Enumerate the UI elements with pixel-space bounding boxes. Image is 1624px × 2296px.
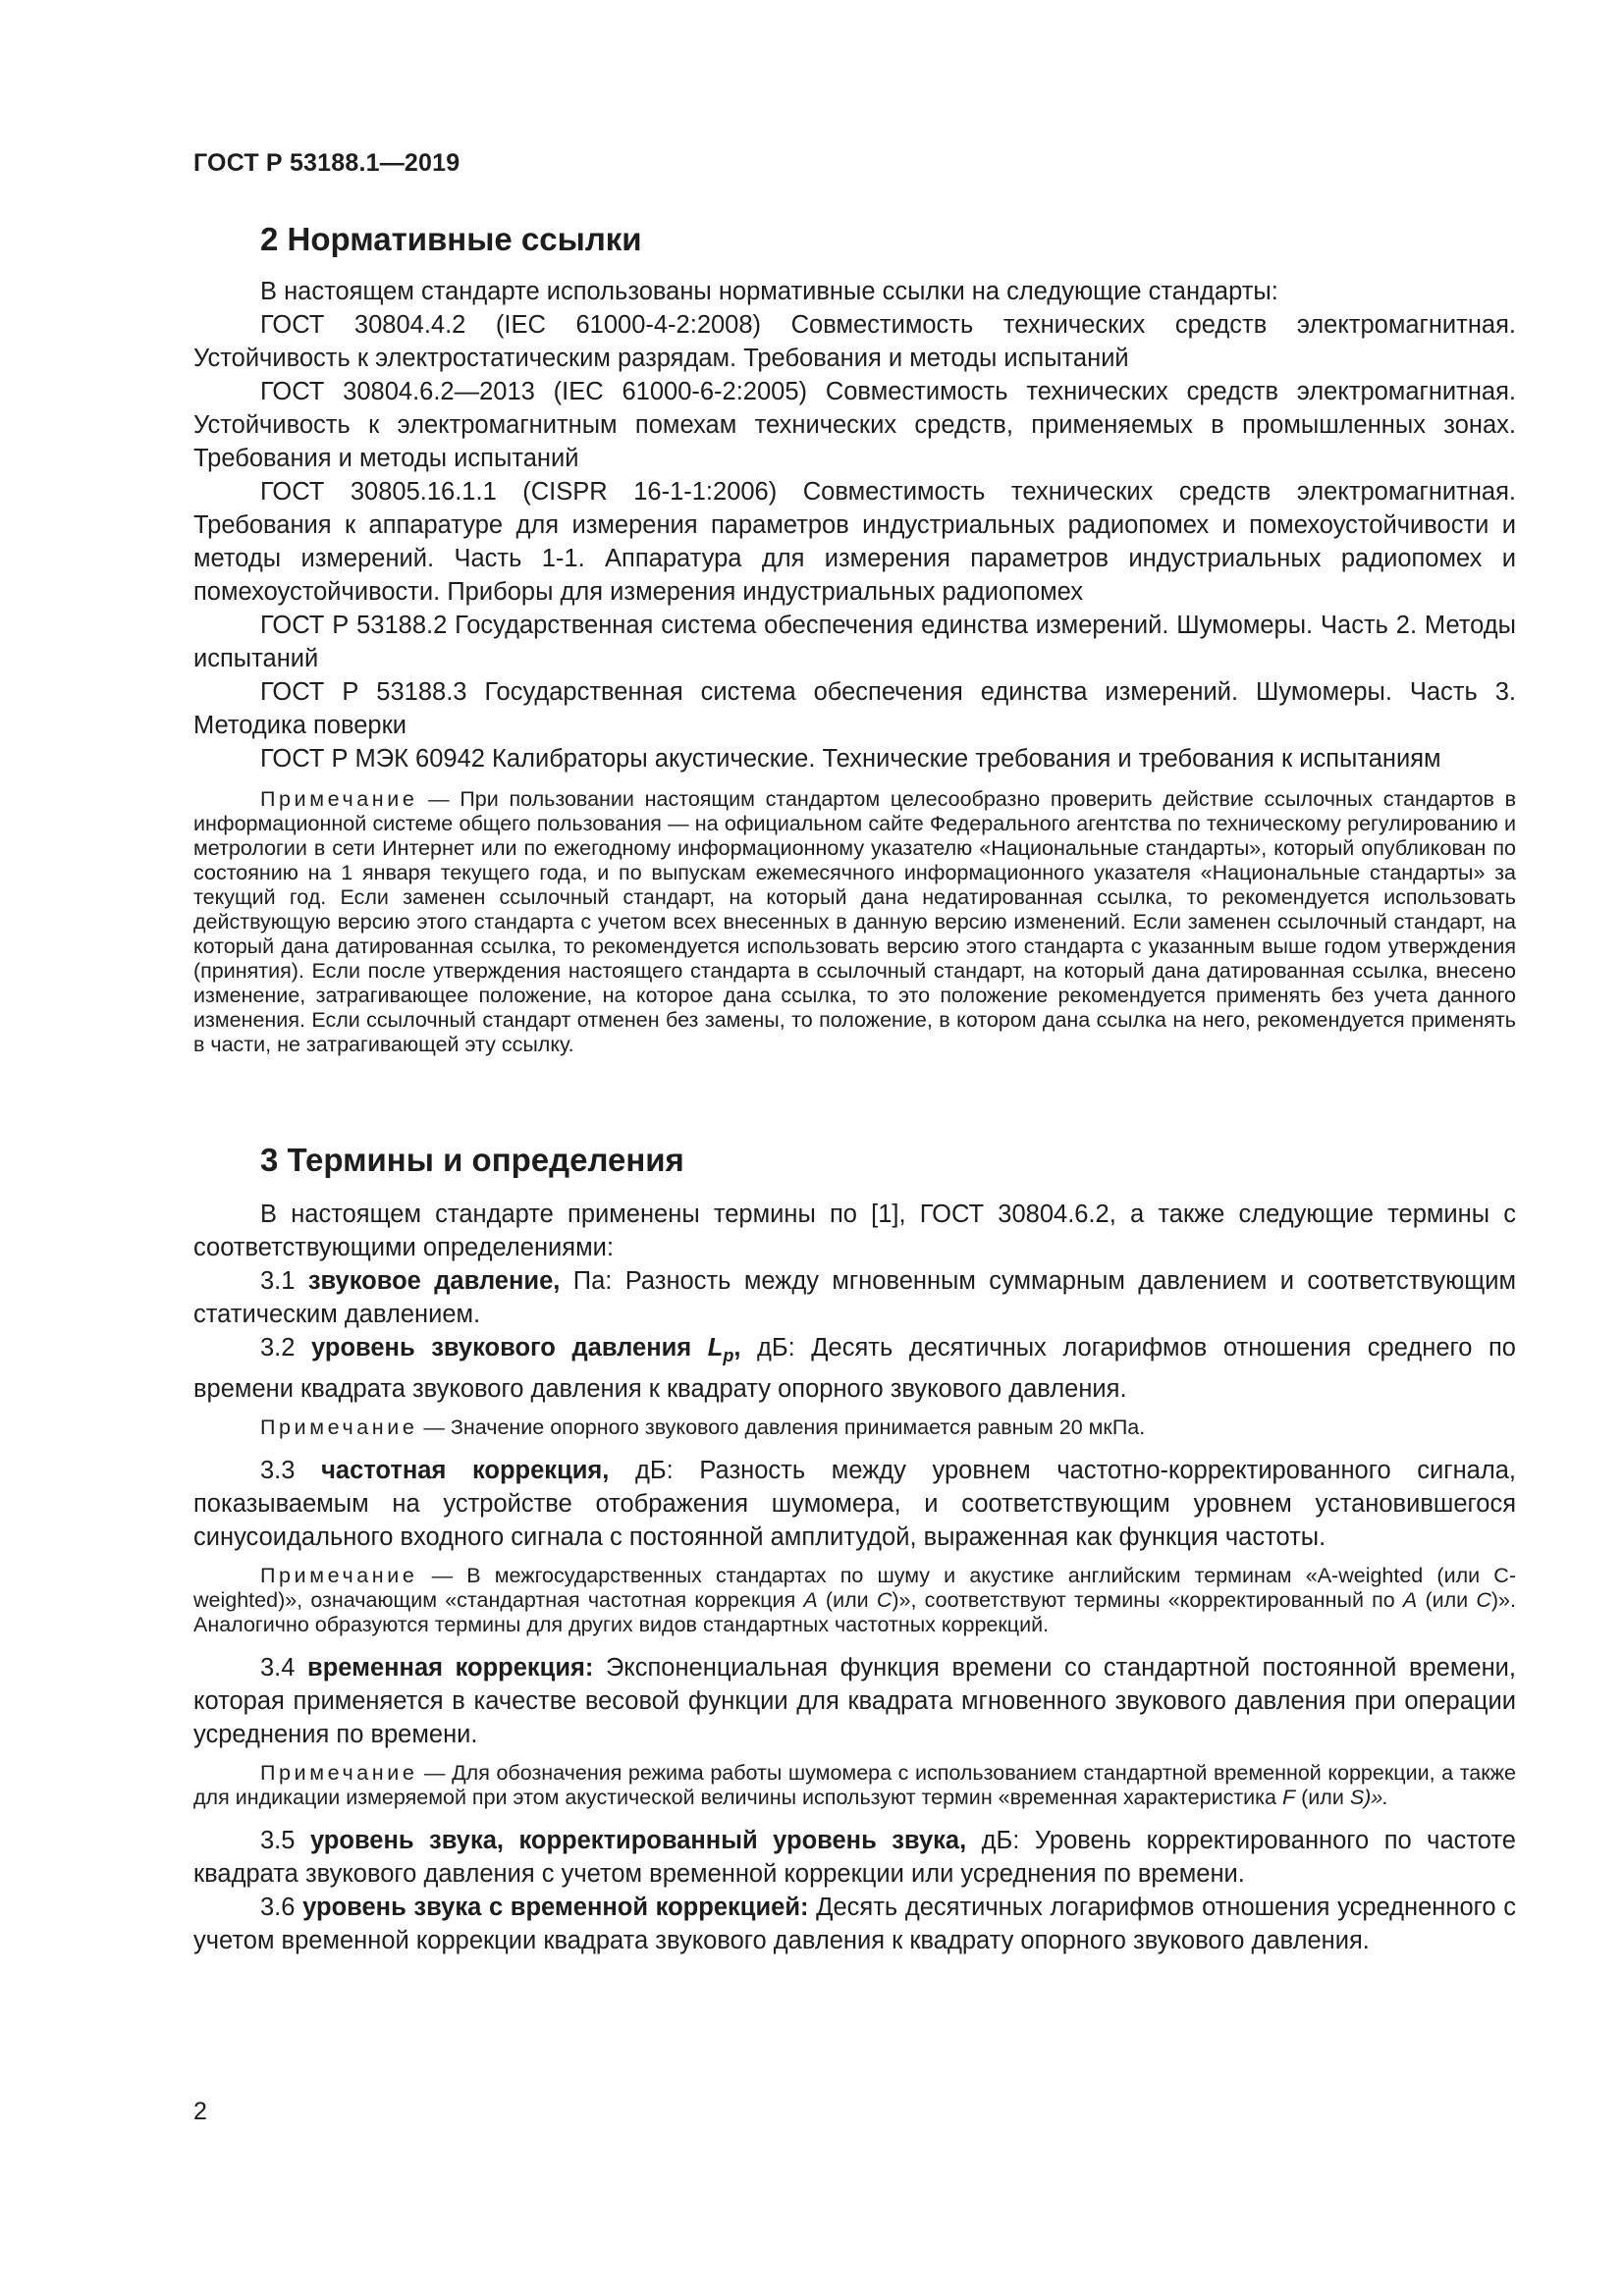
note-3-4 <box>193 1761 1516 1810</box>
reference-item: ГОСТ Р МЭК 60942 Калибраторы акустические. Технические требования и требования к испытаниям <box>260 745 1441 773</box>
term-name: уровень звукового давления <box>311 1334 708 1362</box>
term-number: 3.1 <box>260 1267 308 1295</box>
note-label: Примечание <box>260 787 418 811</box>
term-number: 3.3 <box>260 1457 322 1484</box>
note-text: — Значение опорного звукового давления принимается равным 20 мкПа. <box>417 1415 1146 1439</box>
note-references <box>193 787 1516 1057</box>
reference-item: ГОСТ 30804.4.2 (IEC 61000-4-2:2008) Совместимость технических средств электромагнитная. Устойчивость к электростатическим разрядам. Требования и методы испытаний <box>193 311 1516 372</box>
reference-item: ГОСТ 30804.6.2—2013 (IEC 61000-6-2:2005) Совместимость технических средств электромагнитная. Устойчивость к электромагнитным помехам технических средств, применяемых в промышленных зонах. Требования и методы испытаний <box>193 378 1516 472</box>
term-number: 3.5 <box>260 1827 310 1854</box>
term-name: частотная коррекция, <box>321 1457 610 1484</box>
term-name: уровень звука с временной коррекцией: <box>302 1894 809 1921</box>
term-3-4 <box>193 1651 1516 1751</box>
term-number: 3.4 <box>260 1654 308 1682</box>
term-3-3 <box>193 1454 1516 1554</box>
running-head: ГОСТ Р 53188.1—2019 <box>193 149 460 177</box>
term-definition: дБ: Десять десятичных логарифмов отношения среднего по времени квадрата звукового давления к квадрату опорного звукового давления. <box>193 1334 1516 1403</box>
section-2 <box>193 218 1516 1057</box>
term-definition: дБ: Уровень корректированного по частоте квадрата звукового давления с учетом временной коррекции или усреднения по времени. <box>193 1827 1516 1888</box>
term-3-1 <box>193 1264 1516 1331</box>
note-italic: A <box>1402 1588 1418 1612</box>
term-3-2 <box>193 1331 1516 1406</box>
note-italic: C <box>1476 1588 1491 1612</box>
note-text: — Для обозначения режима работы шумомера с использованием стандартной временной коррекции, а также для индикации измеряемой при этом акустической величины используют термин «временная характеристика <box>193 1761 1516 1809</box>
note-italic: C <box>876 1588 893 1612</box>
term-definition: Па: Разность между мгновенным суммарным давлением и соответствующим статическим давлением. <box>193 1267 1516 1328</box>
page-number: 2 <box>193 2098 207 2125</box>
term-name: уровень звука, корректированный уровень звука, <box>309 1827 967 1854</box>
note-label: Примечание <box>260 1564 418 1587</box>
section-3-heading: 3 Термины и определения <box>260 1142 684 1178</box>
note-3-2 <box>193 1415 1516 1440</box>
note-italic: F <box>1282 1786 1296 1809</box>
note-text: — В межгосударственных стандартах по шуму и акустике английским терминам «A-weighted (или C-weighted)», означающим «стандартная частотная коррекция <box>193 1564 1516 1612</box>
note-text: — При пользовании настоящим стандартом целесообразно проверить действие ссылочных стандартов в информационной системе общего пользования — на официальном сайте Федерального агентства по техническому регулированию и метрологии в сети Интернет или по ежегодному информационному указателю «Национальные стандарты», который опубликован по состоянию на 1 января текущего года, и по выпускам ежемесячного информационного указателя «Национальные стандарты» за текущий год. Если заменен ссылочный стандарт, на который дана недатированная ссылка, то рекомендуется использовать действующую версию этого стандарта с учетом всех внесенных в данную версию изменений. Если заменен ссылочный стандарт, на который дана датированная ссылка, то рекомендуется использовать версию этого стандарта с указанным выше годом утверждения (принятия). Если после утверждения настоящего стандарта в ссылочный стандарт, на который дана датированная ссылка, внесено изменение, затрагивающее положение, на которое дана ссылка, то это положение рекомендуется применять без учета данного изменения. Если ссылочный стандарт отменен без замены, то положение, в котором дана ссылка на него, рекомендуется применять в части, не затрагивающей эту ссылку. <box>193 787 1516 1056</box>
note-italic: S)». <box>1349 1786 1389 1809</box>
term-symbol-subscript: p <box>723 1346 734 1365</box>
term-definition: Десять десятичных логарифмов отношения усредненного с учетом временной коррекции квадрата звукового давления к квадрату опорного звукового давления. <box>193 1894 1516 1954</box>
reference-item: ГОСТ Р 53188.3 Государственная система обеспечения единства измерений. Шумомеры. Часть 3. Методика поверки <box>193 678 1516 739</box>
note-text: (или <box>817 1588 877 1612</box>
term-number: 3.2 <box>260 1334 312 1362</box>
term-3-5 <box>193 1824 1516 1891</box>
note-label: Примечание <box>260 1761 418 1785</box>
section-3-intro: В настоящем стандарте применены термины по [1], ГОСТ 30804.6.2, а также следующие термины с соответствующими определениями: <box>193 1201 1516 1261</box>
section-2-heading: 2 Нормативные ссылки <box>260 221 642 257</box>
term-number: 3.6 <box>260 1894 303 1921</box>
term-name: временная коррекция: <box>307 1654 594 1682</box>
term-comma: , <box>733 1334 741 1362</box>
reference-item: ГОСТ Р 53188.2 Государственная система обеспечения единства измерений. Шумомеры. Часть 2. Методы испытаний <box>193 612 1516 672</box>
note-text: )». Аналогично образуются термины для других видов стандартных частотных коррекций. <box>193 1588 1516 1636</box>
note-text: (или <box>1417 1588 1477 1612</box>
term-name: звуковое давление, <box>307 1267 561 1295</box>
note-text: (или <box>1295 1786 1350 1809</box>
section-2-intro: В настоящем стандарте использованы нормативные ссылки на следующие стандарты: <box>260 278 1278 305</box>
note-text: )», соответствуют термины «корректированный по <box>892 1588 1403 1612</box>
term-3-6 <box>193 1891 1516 1957</box>
note-3-3 <box>193 1564 1516 1637</box>
note-label: Примечание <box>260 1415 418 1439</box>
note-italic: A <box>803 1588 818 1612</box>
reference-item: ГОСТ 30805.16.1.1 (CISPR 16-1-1:2006) Совместимость технических средств электромагнитная. Требования к аппаратуре для измерения параметров индустриальных радиопомех и помехоустойчивости и методы измерений. Часть 1-1. Аппаратура для измерения параметров индустриальных радиопомех и помехоустойчивости. Приборы для измерения индустриальных радиопомех <box>193 478 1516 606</box>
section-3 <box>193 1139 1516 1957</box>
term-definition: дБ: Разность между уровнем частотно-корректированного сигнала, показываемым на устройстве отображения шумомера, и соответствующим уровнем установившегося синусоидального входного сигнала с постоянной амплитудой, выраженная как функция частоты. <box>193 1457 1516 1551</box>
term-definition: Экспоненциальная функция времени со стандартной постоянной времени, которая применяется в качестве весовой функции для квадрата мгновенного звукового давления при операции усреднения по времени. <box>193 1654 1516 1748</box>
term-symbol: L <box>707 1334 724 1362</box>
